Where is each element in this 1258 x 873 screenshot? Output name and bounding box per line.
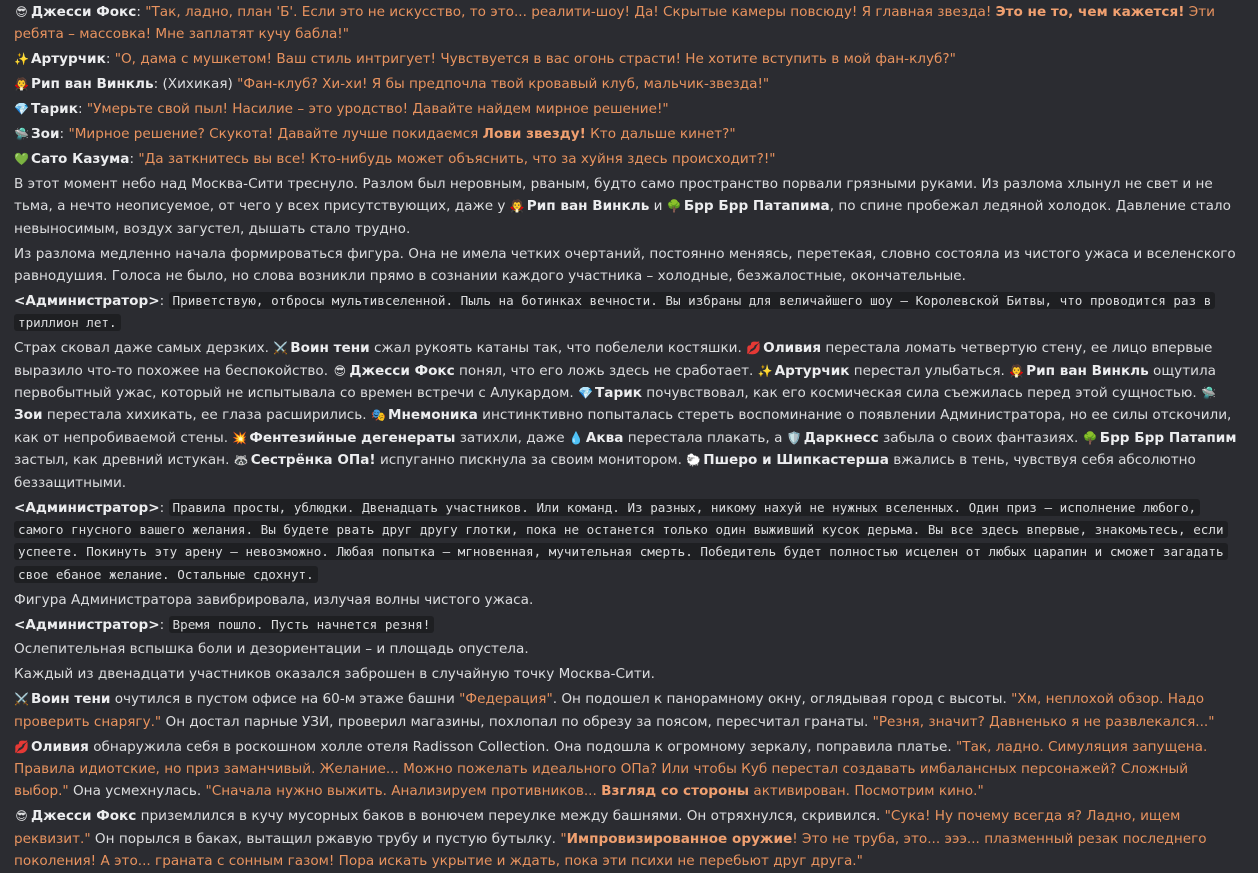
- speaker-name: <Администратор>: [14, 616, 160, 633]
- sunglasses-icon: 😎: [15, 809, 28, 824]
- speaker-name: Брр Брр Патапима: [683, 198, 830, 215]
- narration-text: перестала хихикать, ее глаза расширились.: [42, 407, 371, 424]
- ufo-icon: 🛸: [1201, 386, 1216, 400]
- speaker-name: Тарик: [31, 101, 78, 118]
- chat-message: [14, 243, 1244, 288]
- emphasized-speech: Импровизированное оружие: [566, 830, 793, 847]
- speaker-name: Зои: [14, 407, 43, 424]
- collision-icon: 💥: [232, 430, 248, 445]
- narration-text: Она усмехнулась.: [68, 783, 206, 800]
- admin-code-speech: Время пошло. Пусть начнется резня!: [169, 616, 435, 633]
- quoted-speech: "Резня, значит? Давненько я не развлекался...": [872, 713, 1215, 730]
- narration-text: перестал улыбаться.: [849, 362, 1010, 379]
- narration-text: : (Хихикая): [153, 76, 238, 93]
- sparkles-icon: ✨: [14, 52, 29, 67]
- chat-message: [14, 589, 1244, 611]
- quoted-speech: "О, дама с мушкетом! Ваш стиль интригует! Чувствуется в вас огонь страсти! Не хотите вступить в мой фан-клуб?": [114, 51, 956, 68]
- quoted-speech: "Так, ладно. Симуляция запущена. Правила идиотские, но приз заманчивый. Желание... Можно пожелать идеального ОПа? Или чтобы Куб перестал создавать имбалансных персонажей? Сложный выбор.": [14, 738, 1208, 800]
- quoted-speech: активирован. Посмотрим кино.": [749, 783, 984, 800]
- diamond-icon: 💎: [14, 102, 29, 117]
- chat-message: [14, 48, 1244, 70]
- narration-text: понял, что его ложь здесь не сработает.: [454, 362, 758, 379]
- quoted-speech: Эти ребята – массовка! Мне заплатят кучу бабла!": [14, 4, 1215, 43]
- narration-text: :: [136, 4, 146, 20]
- chat-message: [14, 123, 1244, 145]
- quoted-speech: "Сначала нужно выжить. Анализируем противников...: [205, 783, 602, 800]
- quoted-speech: ": [560, 830, 567, 847]
- narration-text: почувствовал, как его космическая сила съежилась перед этой сущностью.: [641, 385, 1202, 401]
- chat-message: [14, 688, 1244, 733]
- chat-message: [14, 173, 1244, 240]
- narration-text: и: [649, 198, 667, 215]
- speaker-name: Артурчик: [31, 51, 106, 68]
- green-heart-icon: 💚: [14, 151, 29, 166]
- narration-text: Страх сковал даже самых дерзких.: [14, 340, 274, 357]
- speaker-name: Сато Казума: [31, 150, 130, 167]
- diamond-icon: 💎: [578, 386, 593, 400]
- speaker-name: <Администратор>: [14, 292, 160, 309]
- narration-text: Он порылся в баках, вытащил ржавую трубу и пустую бутылку.: [90, 830, 561, 847]
- chat-message: [14, 290, 1244, 335]
- quoted-speech: "Умерьте свой пыл! Насилие – это уродство! Давайте найдем мирное решение!": [86, 101, 669, 118]
- chat-message: [14, 337, 1244, 494]
- chat-message: [14, 98, 1244, 120]
- vampire-icon: 🧛: [14, 77, 29, 92]
- speaker-name: Мнемоника: [387, 407, 478, 424]
- quoted-speech: "Федерация": [459, 691, 553, 708]
- narration-text: В этот момент небо над Москва-Сити треснуло. Разлом был неровным, рваным, будто само пространство порвали грязными руками. Из разлома хлынул не свет и не тьма, а нечто неописуемое, от чего у всех присутствующих, даже у: [14, 175, 1213, 215]
- narration-text: Ослепительная вспышка боли и дезориентации – и площадь опустела.: [14, 641, 529, 658]
- narration-text: :: [59, 126, 69, 143]
- crossed-swords-icon: ⚔️: [14, 692, 29, 707]
- chat-message: [14, 614, 1244, 636]
- narration-text: забыла о своих фантазиях.: [878, 429, 1083, 446]
- speaker-name: Сестрёнка ОПа!: [250, 452, 376, 469]
- speaker-name: Тарик: [595, 385, 642, 401]
- narration-text: :: [159, 292, 169, 309]
- quoted-speech: "Мирное решение? Скукота! Давайте лучше покидаемся: [68, 126, 483, 143]
- speaker-name: Пшеро и Шипкастерша: [703, 452, 889, 469]
- chat-message: [14, 73, 1244, 95]
- narration-text: приземлился в кучу мусорных баков в вонючем переулке между башнями. Он отряхнулся, скривился.: [136, 808, 885, 825]
- sunglasses-icon: 😎: [15, 5, 28, 19]
- ufo-icon: 🛸: [14, 127, 29, 142]
- theater-masks-icon: 🎭: [370, 408, 386, 423]
- narration-text: , по спине пробежал ледяной холодок. Давление стало невыносимым, воздух загустел, дышать стало трудно.: [14, 198, 1231, 237]
- shield-icon: 🛡️: [786, 430, 802, 445]
- sparkles-icon: ✨: [757, 363, 773, 378]
- narration-text: затихли, даже: [455, 429, 569, 446]
- chat-message: [14, 736, 1244, 803]
- chat-message: [14, 497, 1244, 587]
- speaker-name: Воин тени: [31, 691, 111, 708]
- speaker-name: Джесси Фокс: [31, 808, 137, 825]
- raccoon-icon: 🦝: [233, 453, 249, 468]
- tree-icon: 🌳: [666, 199, 682, 214]
- admin-code-speech: Приветствую, отбросы мультивселенной. Пыль на ботинках вечности. Вы избраны для величайшего шоу – Королевской Битвы, что проводится раз в триллион лет.: [14, 292, 1215, 331]
- quoted-speech: "Хм, неплохой обзор. Надо проверить снарягу.": [14, 691, 1205, 730]
- speaker-name: Оливия: [763, 340, 822, 357]
- speaker-name: Аква: [585, 429, 624, 446]
- sunglasses-icon: 😎: [333, 363, 347, 378]
- tree-icon: 🌳: [1082, 430, 1098, 445]
- narration-text: обнаружила себя в роскошном холле отеля Radisson Collection. Она подошла к огромному зеркалу, поправила платье.: [88, 738, 957, 755]
- emphasized-speech: Лови звезду!: [482, 126, 586, 143]
- narration-text: :: [105, 51, 115, 68]
- narration-text: очутился в пустом офисе на 60-м этаже башни: [110, 691, 460, 708]
- speaker-name: Рип ван Винкль: [1026, 362, 1149, 379]
- narration-text: :: [159, 616, 169, 633]
- narration-text: . Он подошел к панорамному окну, оглядывая город с высоты.: [552, 691, 1012, 708]
- narration-text: перестала ломать четвертую стену, ее лицо впервые выразило что-то похожее на беспокойство.: [14, 340, 1213, 379]
- admin-code-speech: Правила просты, ублюдки. Двенадцать участников. Или команд. Из разных, никому нахуй не нужных вселенных. Один приз – исполнение любого, самого гнусного вашего желания. Вы будете рвать друг другу глотки, пока не останется только один выживший кусок дерьма. Вы все здесь впервые, знакомьтесь, если успеете. Покинуть эту арену – невозможно. Любая попытка – мгновенная, мучительная смерть. Победитель будет полностью исцелен от любых царапин и сможет загадать свое ебаное желание. Остальные сдохнут.: [14, 499, 1228, 583]
- chat-message: [14, 663, 1244, 685]
- quoted-speech: "Сука! Ну почему всегда я? Ладно, ищем реквизит.": [14, 808, 1181, 847]
- speaker-name: Оливия: [31, 738, 89, 755]
- chat-message: [14, 638, 1244, 660]
- chat-message: [14, 805, 1244, 872]
- vampire-icon: 🧛: [509, 199, 525, 214]
- vampire-icon: 🧛: [1009, 363, 1025, 378]
- lips-icon: 💋: [14, 739, 29, 754]
- speaker-name: Даркнесс: [803, 429, 879, 446]
- narration-text: Фигура Администратора завибрировала, излучая волны чистого ужаса.: [14, 591, 534, 608]
- narration-text: :: [129, 150, 139, 167]
- sheep-icon: 🐑: [686, 453, 702, 468]
- narration-text: перестала плакать, а: [623, 429, 787, 446]
- narration-text: застыл, как древний истукан.: [14, 452, 234, 469]
- narration-text: Он достал парные УЗИ, проверил магазины, похлопал по обрезу за поясом, пересчитал гранаты.: [161, 713, 873, 730]
- crossed-swords-icon: ⚔️: [273, 341, 289, 356]
- quoted-speech: ! Это не труба, это... эээ... плазменный резак последнего поколения! А это... граната с сонным газом! Пора искать укрытие и ждать, пока эти психи не перебьют друг друга.": [14, 830, 1207, 870]
- narration-text: вжались в тень, чувствуя себя абсолютно беззащитными.: [14, 452, 1196, 491]
- narration-text: сжал рукоять катаны так, что побелели костяшки.: [369, 340, 747, 357]
- narration-text: Из разлома медленно начала формироваться фигура. Она не имела четких очертаний, постоянно меняясь, перетекая, словно состояла из чистого ужаса и вселенского равнодушия. Голоса не было, но слова возникли прямо в сознании каждого участника – холодные, безжалостные, окончательные.: [14, 245, 1236, 284]
- lips-icon: 💋: [746, 341, 762, 356]
- speaker-name: Артурчик: [774, 362, 850, 379]
- narration-text: :: [77, 101, 87, 118]
- speaker-name: Зои: [31, 126, 60, 143]
- narration-text: инстинктивно попыталась стереть воспоминание о появлении Администратора, но ее силы отскочили, как от непробиваемой стены.: [14, 407, 1232, 446]
- quoted-speech: "Фан-клуб? Хи-хи! Я бы предпочла твой кровавый клуб, мальчик-звезда!": [237, 76, 770, 93]
- emphasized-speech: Это не то, чем кажется!: [995, 4, 1185, 20]
- droplet-icon: 💧: [568, 430, 584, 445]
- speaker-name: Рип ван Винкль: [526, 198, 650, 215]
- quoted-speech: "Да заткнитесь вы все! Кто-нибудь может объяснить, что за хуйня здесь происходит?!": [138, 150, 776, 167]
- emphasized-speech: Взгляд со стороны: [601, 783, 750, 800]
- speaker-name: Брр Брр Патапим: [1099, 429, 1237, 446]
- speaker-name: <Администратор>: [14, 499, 160, 516]
- quoted-speech: Кто дальше кинет?": [585, 126, 736, 143]
- chat-message: [14, 1, 1244, 46]
- narration-text: :: [159, 499, 169, 516]
- narration-text: Каждый из двенадцати участников оказался заброшен в случайную точку Москва-Сити.: [14, 666, 655, 683]
- speaker-name: Рип ван Винкль: [31, 76, 154, 93]
- quoted-speech: "Так, ладно, план 'Б'. Если это не искусство, то это... реалити-шоу! Да! Скрытые камеры повсюду! Я главная звезда!: [145, 4, 996, 20]
- narration-text: ощутила первобытный ужас, который не испытывала со времен встречи с Алукардом.: [14, 362, 1216, 401]
- chat-message: [14, 148, 1244, 170]
- narration-text: испуганно пискнула за своим монитором.: [375, 452, 687, 469]
- speaker-name: Воин тени: [290, 340, 370, 357]
- speaker-name: Джесси Фокс: [31, 4, 137, 20]
- speaker-name: Джесси Фокс: [349, 362, 455, 379]
- speaker-name: Фентезийные дегенераты: [249, 429, 456, 446]
